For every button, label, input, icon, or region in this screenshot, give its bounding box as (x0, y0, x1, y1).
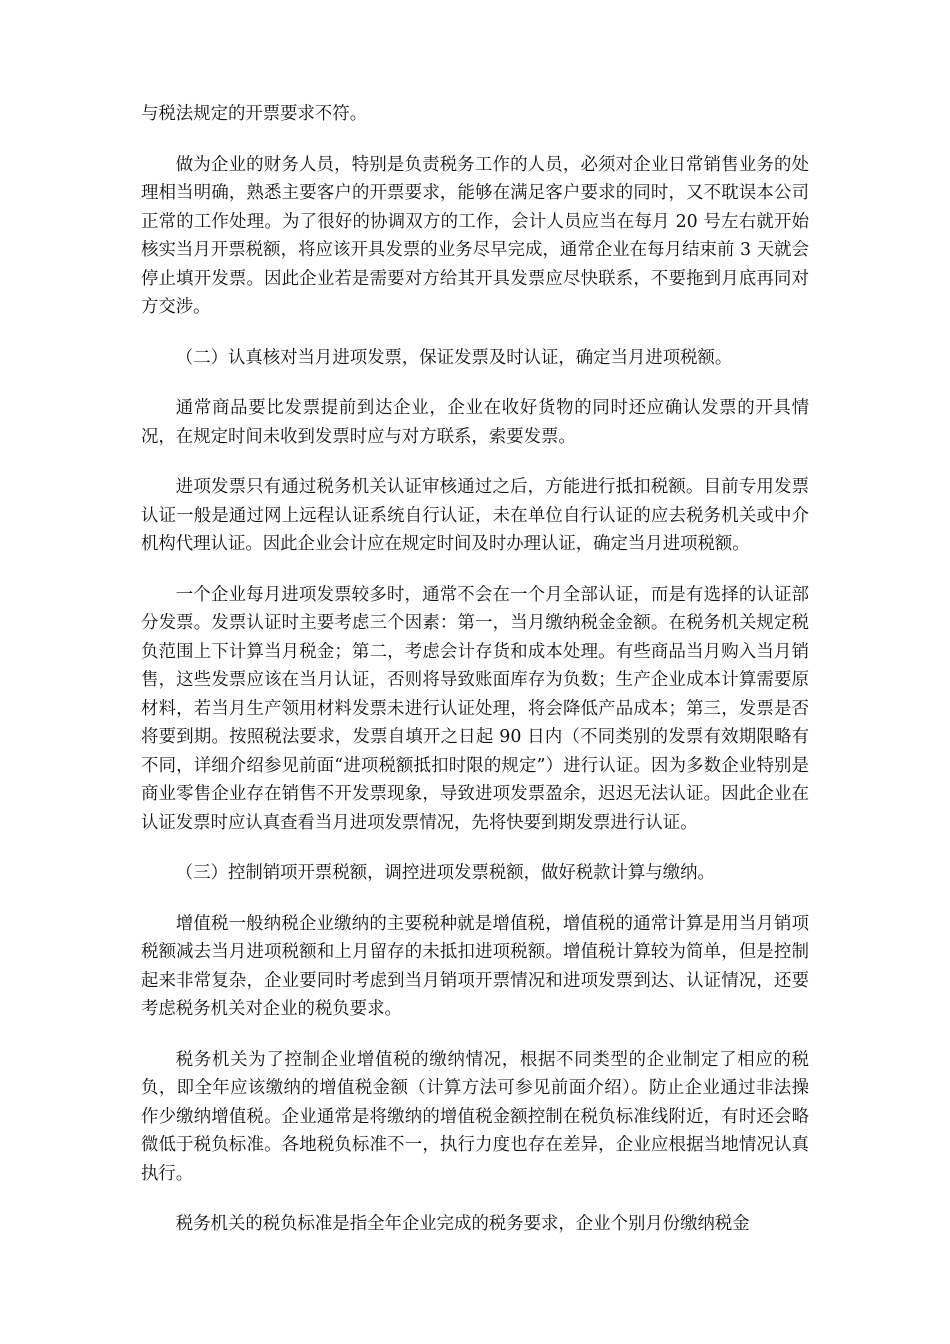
paragraph-finance-staff: 做为企业的财务人员，特别是负责税务工作的人员，必须对企业日常销售业务的处理相当明确，熟悉主要客户的开票要求，能够在满足客户要求的同时，又不耽误本公司正常的工作处理。为了很好的协调双方的工作，会计人员应当在每月 20 号左右就开始核实当月开票税额，将应该开具发票的业务尽早完成，通常企业在每月结束前 3 天就会停止填开发票。因此企业若是需要对方给其开具发票应尽快联系，不要拖到月底再同对方交涉。 (141, 154, 809, 317)
section-heading-2: （二）认真核对当月进项发票，保证发票及时认证，确定当月进项税额。 (175, 347, 733, 368)
paragraph-continuation: 与税法规定的开票要求不符。 (141, 104, 368, 124)
paragraph-tax-standard: 税务机关的税负标准是指全年企业完成的税务要求，企业个别月份缴纳税金 (175, 1214, 750, 1234)
paragraph-tax-burden: 税务机关为了控制企业增值税的缴纳情况，根据不同类型的企业制定了相应的税负，即全年应该缴纳的增值税金额（计算方法可参见前面介绍）。防止企业通过非法操作少缴纳增值税。企业通常是将缴纳的增值税金额控制在税负标准线附近，有时还会略微低于税负标准。各地税负标准不一，执行力度也存在差异，企业应根据当地情况认真执行。 (141, 1049, 809, 1184)
paragraph-certification-factors: 一个企业每月进项发票较多时，通常不会在一个月全部认证，而是有选择的认证部分发票。发票认证时主要考虑三个因素：第一，当月缴纳税金金额。在税务机关规定税负范围上下计算当月税金；第二，考虑会计存货和成本处理。有些商品当月购入当月销售，这些发票应该在当月认证，否则将导致账面库存为负数；生产企业成本计算需要原材料，若当月生产领用材料发票未进行认证处理，将会降低产品成本；第三，发票是否将要到期。按照税法要求，发票自填开之日起 90 日内（不同类别的发票有效期限略有不同，详细介绍参见前面“进项税额抵扣时限的规定”）进行认证。因为多数企业特别是商业零售企业存在销售不开发票现象，导致进项发票盈余，迟迟无法认证。因此企业在认证发票时应认真查看当月进项发票情况，先将快要到期发票进行认证。 (141, 584, 809, 833)
section-heading-3: （三）控制销项开票税额，调控进项发票税额，做好税款计算与缴纳。 (175, 863, 715, 883)
paragraph-input-invoice-certification: 进项发票只有通过税务机关认证审核通过之后，方能进行抵扣税额。目前专用发票认证一般是通过网上远程认证系统自行认证，未在单位自行认证的应去税务机关或中介机构代理认证。因此企业会计应在规定时间及时办理认证，确定当月进项税额。 (141, 477, 809, 554)
document-page (141, 100, 809, 1261)
paragraph-vat-calculation: 增值税一般纳税企业缴纳的主要税种就是增值税，增值税的通常计算是用当月销项税额减去当月进项税额和上月留存的未抵扣进项税额。增值税计算较为简单，但是控制起来非常复杂，企业要同时考虑到当月销项开票情况和进项发票到达、认证情况，还要考虑税务机关对企业的税负要求。 (141, 913, 809, 1019)
paragraph-goods-arrival: 通常商品要比发票提前到达企业，企业在收好货物的同时还应确认发票的开具情况，在规定时间未收到发票时应与对方联系，索要发票。 (141, 398, 809, 447)
